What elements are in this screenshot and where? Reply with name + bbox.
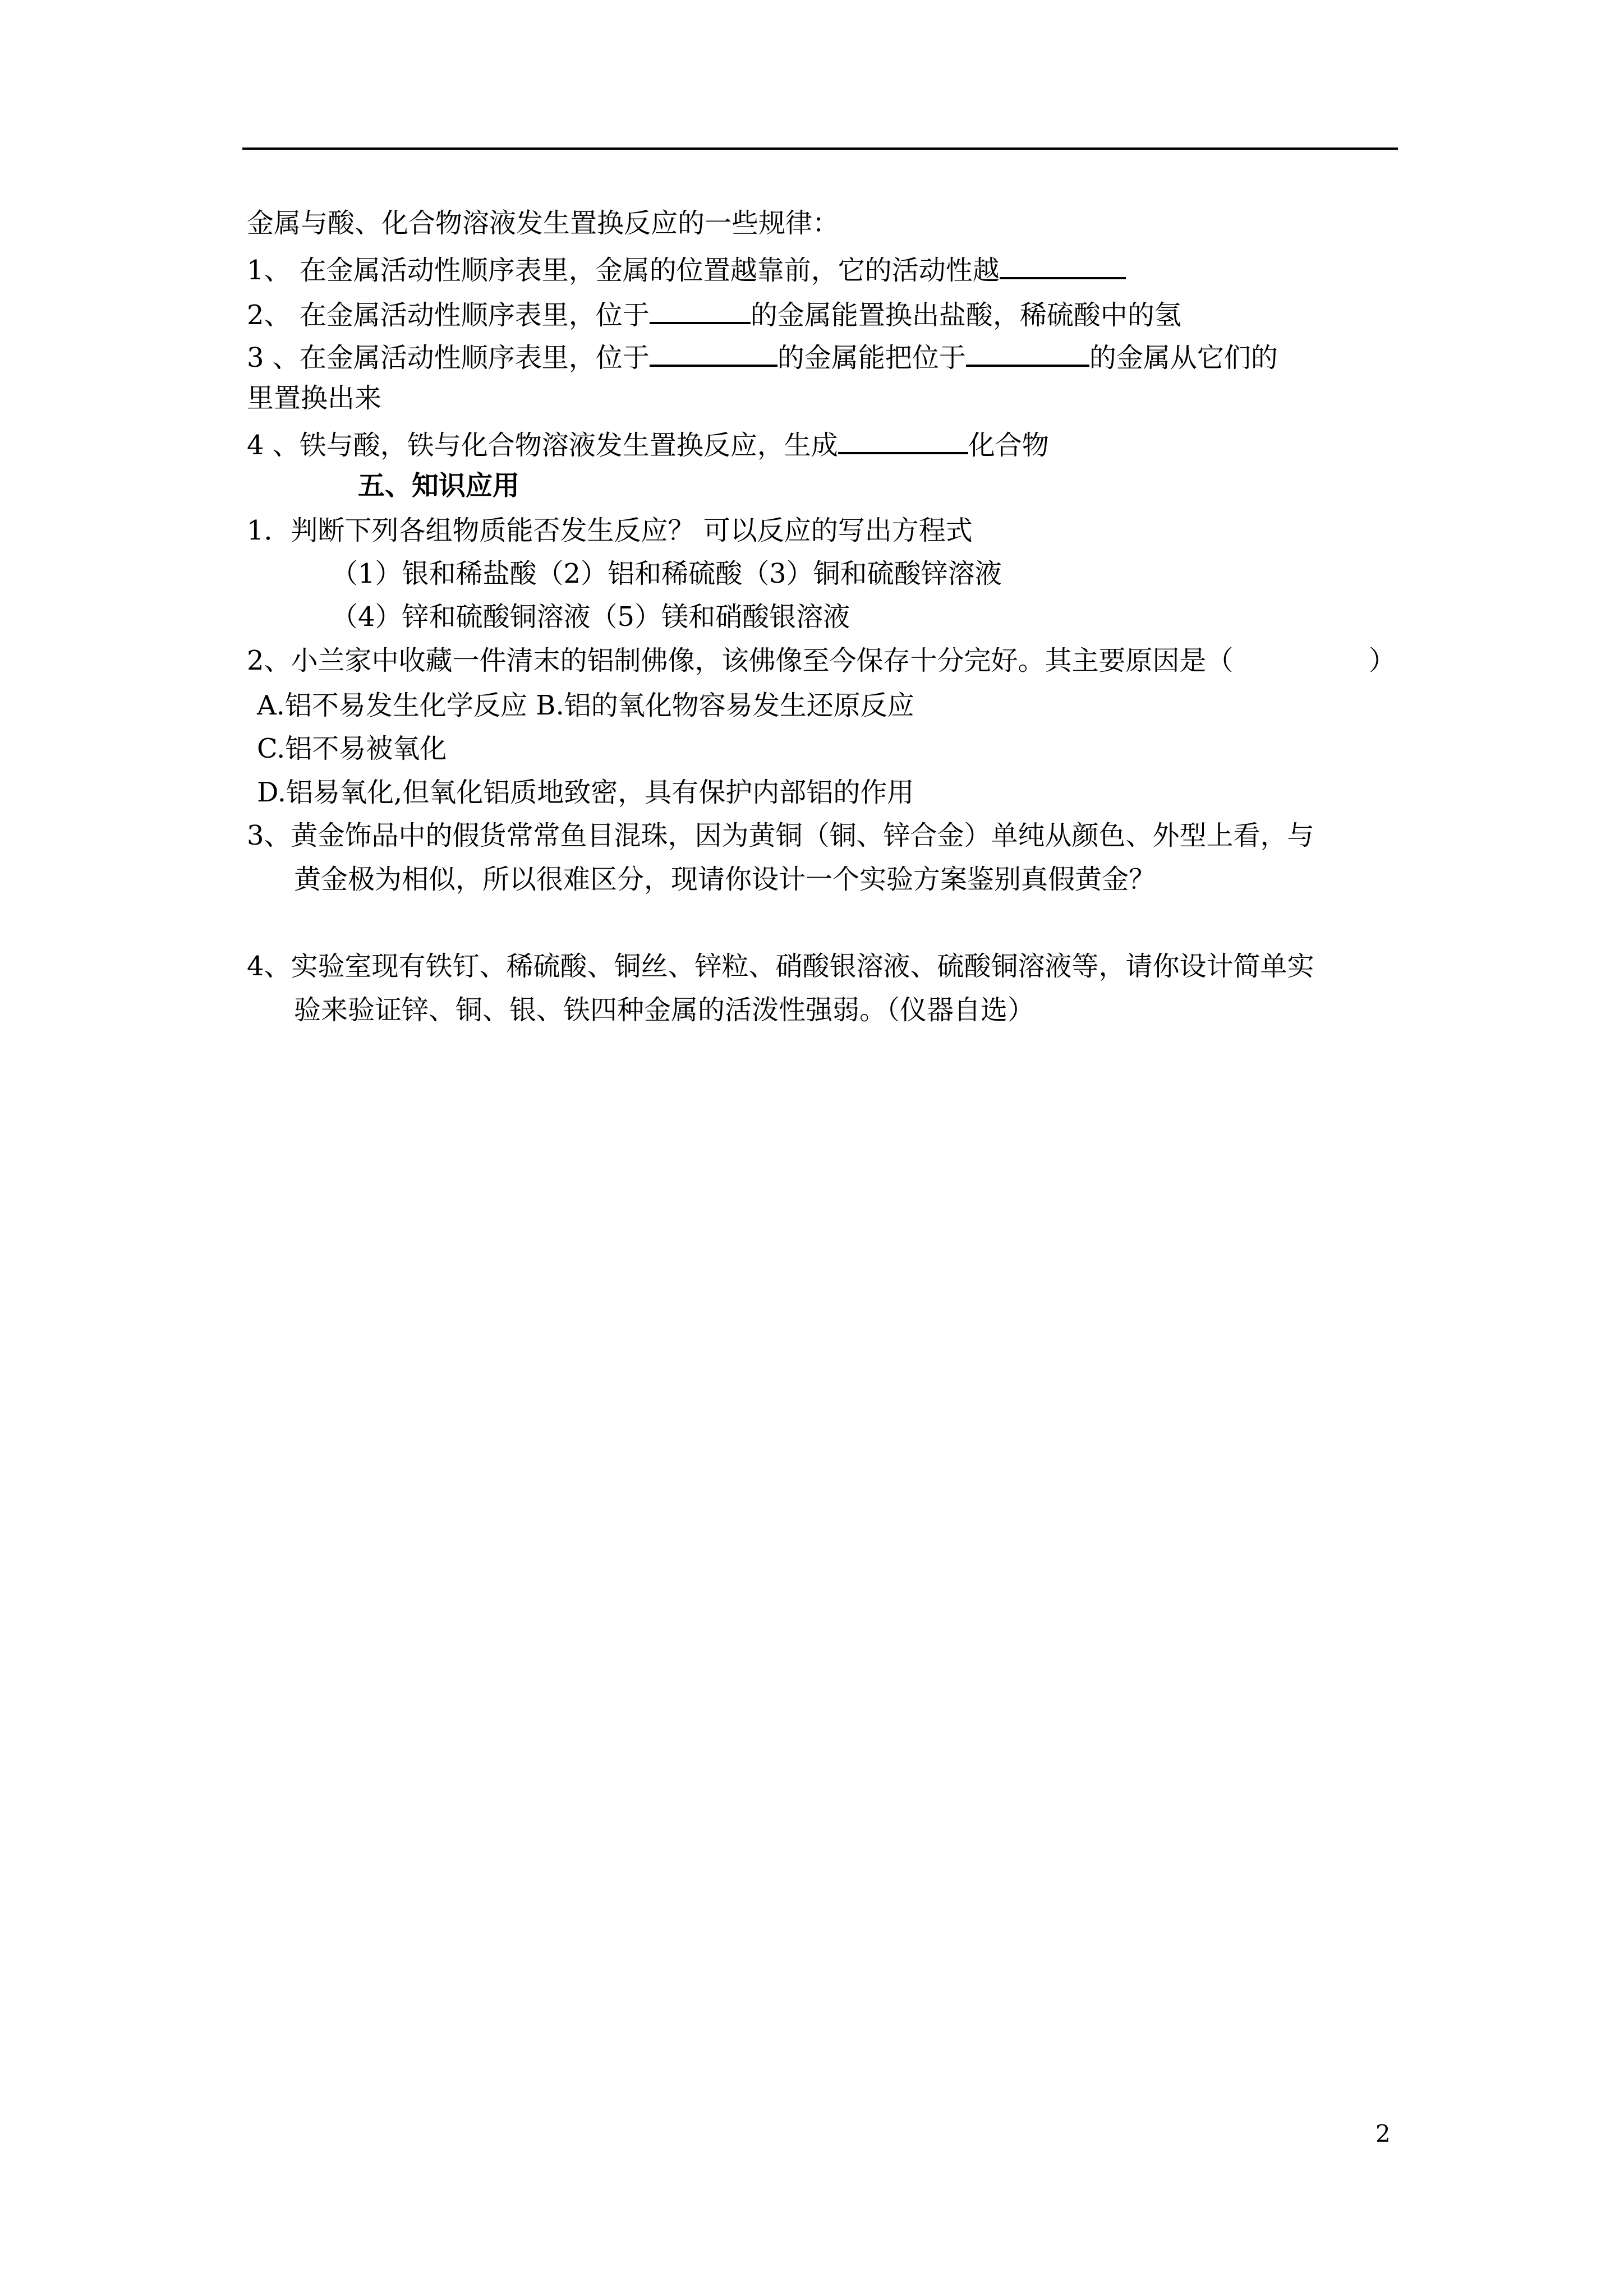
answer-blank[interactable]: [650, 297, 751, 324]
question-1-stem: 1．判断下列各组物质能否发生反应？ 可以反应的写出方程式: [247, 515, 973, 546]
question-3-line-1: 3、黄金饰品中的假货常常鱼目混珠，因为黄铜（铜、锌合金）单纯从颜色、外型上看，与: [247, 820, 1314, 851]
question-2-stem: 2、小兰家中收藏一件清末的铝制佛像，该佛像至今保存十分完好。其主要原因是（: [247, 645, 1234, 676]
rules-heading: 金属与酸、化合物溶液发生置换反应的一些规律：: [247, 208, 840, 239]
question-2-option-c: C.铝不易被氧化: [257, 733, 447, 764]
question-4-line-1: 4、实验室现有铁钉、稀硫酸、铜丝、锌粒、硝酸银溶液、硫酸铜溶液等，请你设计简单实: [247, 951, 1314, 982]
rule-item-4-text-before: 4 、铁与酸，铁与化合物溶液发生置换反应，生成: [247, 430, 838, 461]
question-2-option-d: D.铝易氧化,但氧化铝质地致密，具有保护内部铝的作用: [257, 777, 914, 808]
question-1-items-b: （4）锌和硫酸铜溶液（5）镁和硝酸银溶液: [331, 601, 850, 633]
question-1-items-a: （1）银和稀盐酸（2）铝和稀硫酸（3）铜和硫酸锌溶液: [331, 558, 1002, 589]
question-2-paren-close: ）: [1369, 645, 1396, 676]
answer-blank[interactable]: [966, 340, 1089, 367]
rule-item-2-text-after: 的金属能置换出盐酸，稀硫酸中的氢: [750, 299, 1181, 331]
rule-item-3-text-before: 3 、在金属活动性顺序表里，位于: [247, 342, 650, 374]
rule-item-3-text-middle: 的金属能把位于: [777, 342, 966, 374]
section-title: 五、知识应用: [358, 470, 520, 501]
answer-blank[interactable]: [650, 340, 778, 367]
answer-blank[interactable]: [1000, 252, 1126, 279]
answer-blank[interactable]: [838, 427, 968, 454]
question-2-option-ab: A.铝不易发生化学反应 B.铝的氧化物容易发生还原反应: [257, 690, 914, 721]
rule-item-3-text-after: 的金属从它们的: [1089, 342, 1278, 374]
rule-item-1: [247, 252, 1126, 286]
rule-item-4-text-after: 化合物: [968, 430, 1049, 461]
rule-item-3-continuation: 里置换出来: [247, 382, 382, 414]
rule-item-4: [247, 427, 1049, 461]
question-4-line-2: 验来验证锌、铜、银、铁四种金属的活泼性强弱。（仪器自选）: [294, 994, 1035, 1026]
rule-item-2-text-before: 2、 在金属活动性顺序表里，位于: [247, 299, 650, 331]
question-3-line-2: 黄金极为相似，所以很难区分，现请你设计一个实验方案鉴别真假黄金？: [294, 864, 1156, 895]
page-number: 2: [1375, 2120, 1391, 2147]
header-rule: [242, 147, 1398, 150]
rule-item-1-text: 1、 在金属活动性顺序表里，金属的位置越靠前，它的活动性越: [247, 255, 1000, 286]
rule-item-3: [247, 340, 1278, 374]
rule-item-2: [247, 297, 1181, 331]
